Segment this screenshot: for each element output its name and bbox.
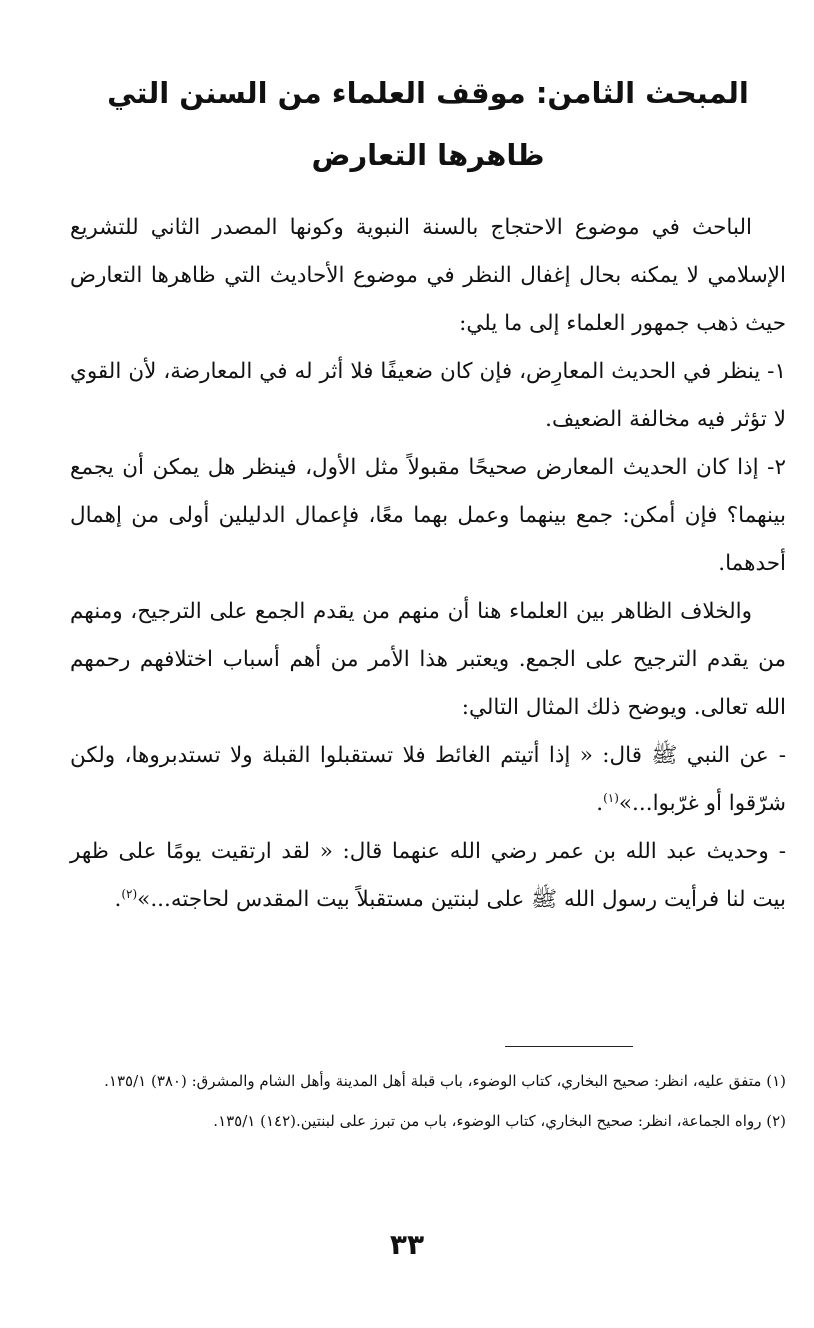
hadith-1-period: . (596, 791, 604, 816)
intro-paragraph: الباحث في موضوع الاحتجاج بالسنة النبوية وكونها المصدر الثاني للتشريع الإسلامي لا يمكنه بحال إغفال النظر في موضوع الأحاديث التي ظاهرها التعارض حيث ذهب جمهور العلماء إلى ما يلي: (70, 215, 786, 336)
footnote-separator (505, 1046, 633, 1047)
hadith-1-text: عن النبي ﷺ قال: « إذا أتيتم الغائط فلا تستقبلوا القبلة ولا تستدبروها، ولكن شرّقوا أو غرّبوا...» (70, 743, 786, 816)
section-title: المبحث الثامن: موقف العلماء من السنن التي ظاهرها التعارض (107, 76, 749, 172)
hadith-1-paragraph (70, 732, 786, 828)
footnote-ref-2[interactable]: (٢) (121, 886, 138, 901)
hadith-2-period: . (114, 887, 122, 912)
bullet-dash: - (778, 743, 786, 768)
khilaf-paragraph: والخلاف الظاهر بين العلماء هنا أن منهم من يقدم الجمع على الترجيح، ومنهم من يقدم الترجيح على الجمع. ويعتبر هذا الأمر من أهم أسباب اختلافهم رحمهم الله تعالى. ويوضح ذلك المثال التالي: (70, 599, 786, 720)
hadith-2-paragraph (70, 828, 786, 924)
footnotes (78, 1064, 786, 1144)
footnote-2: (٢) رواه الجماعة، انظر: صحيح البخاري، كتاب الوضوء، باب من تبرز على لبنتين.(١٤٢) ١٣٥/١. (213, 1112, 786, 1130)
page-content (70, 62, 786, 924)
footnote-1: (١) متفق عليه، انظر: صحيح البخاري، كتاب الوضوء، باب قبلة أهل المدينة وأهل الشام والمشرق: (٣٨٠) ١٣٥/١. (104, 1072, 786, 1090)
point-2-paragraph: ٢- إذا كان الحديث المعارض صحيحًا مقبولاً مثل الأول، فينظر هل يمكن أن يجمع بينهما؟ فإن أمكن: جمع بينهما وعمل بهما معًا، فإعمال الدليلين أولى من إهمال أحدهما. (70, 455, 786, 576)
hadith-2-text: وحديث عبد الله بن عمر رضي الله عنهما قال: « لقد ارتقيت يومًا على ظهر بيت لنا فرأيت رسول الله ﷺ على لبنتين مستقبلاً بيت المقدس لحاجته...» (70, 839, 786, 912)
page-number: ٣٣ (389, 1228, 425, 1261)
footnote-ref-1[interactable]: (١) (603, 790, 619, 805)
bullet-dash: - (778, 839, 786, 864)
body-text (70, 204, 786, 924)
point-1-paragraph: ١- ينظر في الحديث المعارِض، فإن كان ضعيفًا فلا أثر له في المعارضة، لأن القوي لا تؤثر فيه مخالفة الضعيف. (70, 359, 786, 432)
